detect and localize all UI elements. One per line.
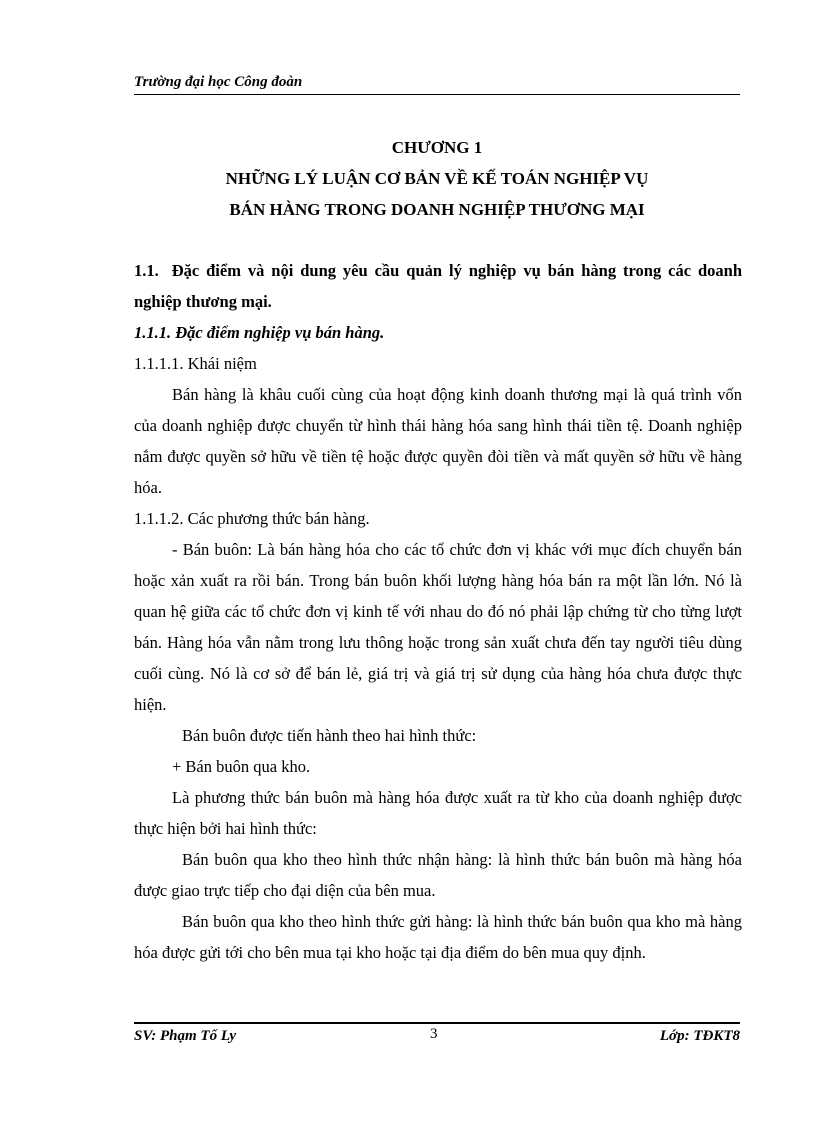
paragraph-warehouse: Là phương thức bán buôn mà hàng hóa được xuất ra từ kho của doanh nghiệp được thực hiện bởi hai hình thức:: [134, 788, 742, 838]
chapter-title-line1: NHỮNG LÝ LUẬN CƠ BẢN VỀ KẾ TOÁN NGHIỆP VỤ: [225, 169, 649, 188]
paragraph-two-forms: Bán buôn được tiến hành theo hai hình thức:: [182, 726, 477, 745]
chapter-title-line2: BÁN HÀNG TRONG DOANH NGHIỆP THƯƠNG MẠI: [229, 200, 645, 219]
section-heading-1-1-1: 1.1.1. Đặc điểm nghiệp vụ bán hàng.: [134, 323, 385, 342]
school-name: Trường đại học Công đoàn: [134, 74, 303, 90]
section-title: Đặc điểm và nội dung yêu cầu quản lý nghiệp vụ bán hàng trong các doanh nghiệp thương mại.: [134, 261, 743, 311]
chapter-heading: [134, 132, 740, 225]
footer-divider: [134, 1022, 740, 1024]
paragraph-receive-goods: Bán buôn qua kho theo hình thức nhận hàng: là hình thức bán buôn mà hàng hóa được giao trực tiếp cho đại diện của bên mua.: [134, 850, 742, 900]
section-heading-1-1: [134, 255, 742, 317]
section-heading-1-1-1-2: 1.1.1.2. Các phương thức bán hàng.: [134, 509, 370, 528]
page-header: [134, 74, 740, 95]
body-content: [134, 255, 742, 968]
section-number: 1.1.: [134, 261, 159, 280]
paragraph-concept: Bán hàng là khâu cuối cùng của hoạt động kinh doanh thương mại là quá trình vốn của doanh nghiệp được chuyển từ hình thái hàng hóa sang hình thái tiền tệ. Doanh nghiệp nắm được quyền sở hữu về tiền tệ hoặc được quyền đòi tiền và mất quyền sở hữu về hàng hóa.: [134, 385, 742, 497]
section-heading-1-1-1-1: 1.1.1.1. Khái niệm: [134, 354, 257, 373]
footer-student: SV: Phạm Tố Ly: [134, 1028, 237, 1044]
paragraph-wholesale: - Bán buôn: Là bán hàng hóa cho các tổ chức đơn vị khác với mục đích chuyển bán hoặc xản xuất ra rồi bán. Trong bán buôn khối lượng hàng hóa bán ra một lần lớn. Nó là quan hệ giữa các tổ chức đơn vị kinh tế với nhau do đó nó phải lập chứng từ cho từng lượt bán. Hàng hóa vẫn nằm trong lưu thông hoặc trong sản xuất chưa đến tay người tiêu dùng cuối cùng. Nó là cơ sở để bán lẻ, giá trị và giá trị sử dụng của hàng hóa chưa được thực hiện.: [134, 540, 742, 714]
list-item-warehouse: + Bán buôn qua kho.: [172, 757, 311, 776]
paragraph-send-goods: Bán buôn qua kho theo hình thức gửi hàng: là hình thức bán buôn qua kho mà hàng hóa được gửi tới cho bên mua tại kho hoặc tại địa điểm do bên mua quy định.: [134, 912, 742, 962]
footer-class: Lớp: TĐKT8: [659, 1028, 740, 1044]
page-number: 3: [430, 1026, 438, 1042]
chapter-number: CHƯƠNG 1: [391, 138, 483, 157]
